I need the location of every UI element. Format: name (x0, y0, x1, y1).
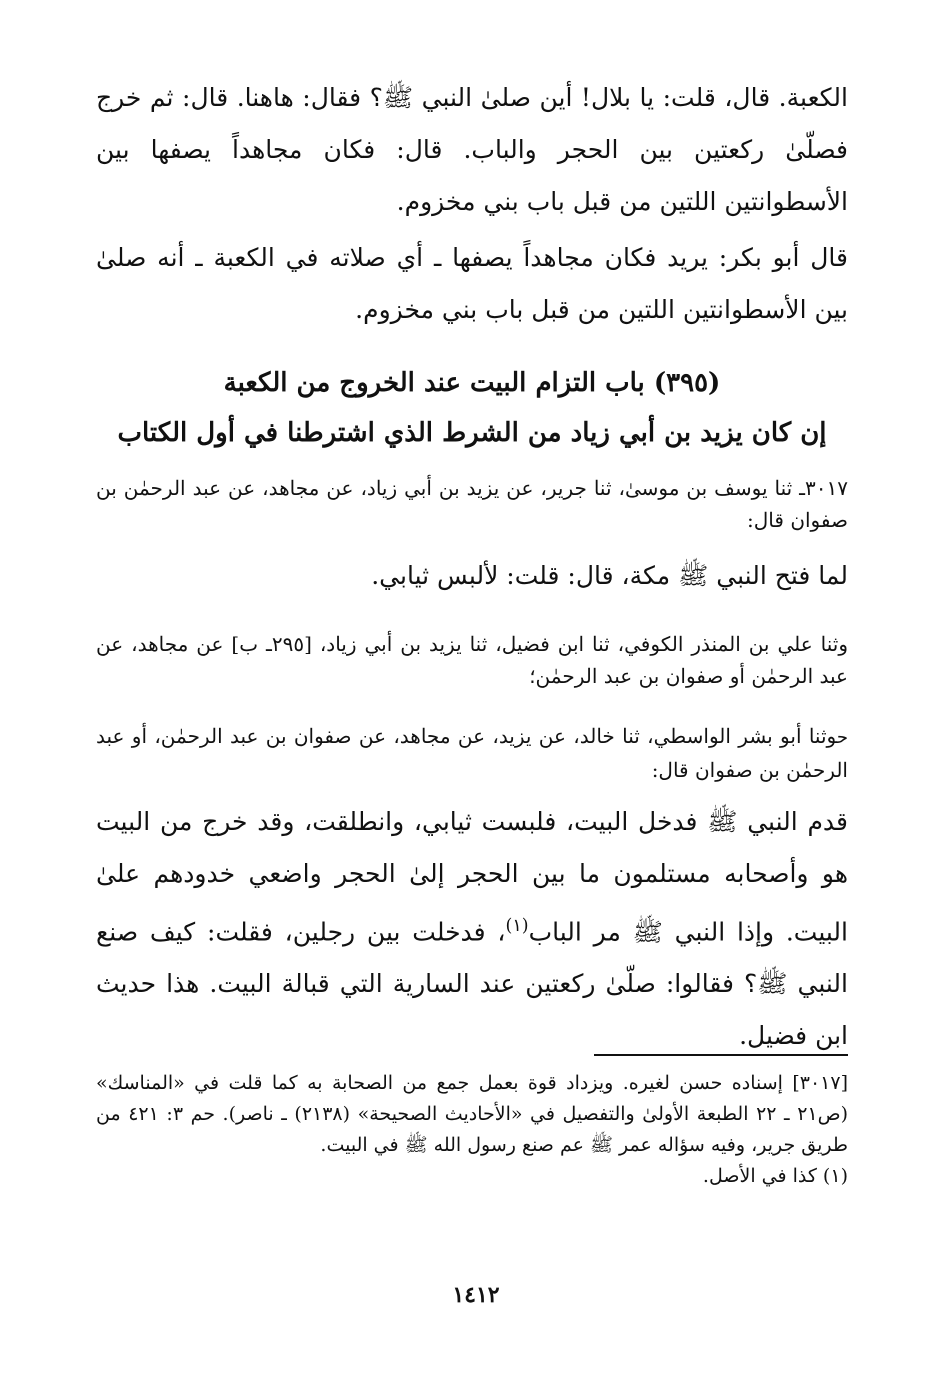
hadith-chain-1-text: ٣٠١٧ـ ثنا يوسف بن موسىٰ، ثنا جرير، عن يزيد بن أبي زياد، عن مجاهد، عن عبد الرحمٰن بن صفوان قال: (96, 476, 848, 532)
footnote-takhrij: [٣٠١٧] إسناده حسن لغيره. ويزداد قوة بعمل جمع من الصحابة به كما قلت في «المناسك» (ص٢١ ـ ٢٢ الطبعة الأولىٰ والتفصيل في «الأحاديث الصحيحة» (٢١٣٨) ـ ناصر). حم ٣: ٤٢١ من طريق جرير، وفيه سؤاله عمر ﷺ عم صنع رسول الله ﷺ في البيت. (96, 1072, 848, 1156)
hadith-chain-3-text: وثنا أبو بشر الواسطي، ثنا خالد، عن يزيد، عن مجاهد، عن صفوان بن عبد الرحمٰن، أو عبد الرحمٰن بن صفوان قال: (96, 724, 848, 782)
footnotes-section (96, 1068, 848, 1192)
tahwil-mark: ح (836, 727, 848, 748)
hadith-chain-3 (96, 720, 848, 786)
chapter-subtitle: إن كان يزيد بن أبي زياد من الشرط الذي اشترطنا في أول الكتاب (117, 418, 827, 448)
chapter-title: (٣٩٥) باب التزام البيت عند الخروج من الكعبة (223, 368, 721, 398)
footnote-divider (594, 1054, 848, 1056)
chapter-heading (96, 358, 848, 458)
hadith-text-2-part-1: قدم النبي ﷺ فدخل البيت، فلبست ثيابي، وانطلقت، وقد خرج من البيت هو وأصحابه مستلمون ما بين الحجر إلىٰ الحجر واضعي خدودهم علىٰ البيت. وإذا النبي ﷺ مر الباب (96, 807, 848, 947)
paragraph-abu-bakr-comment (96, 232, 848, 336)
hadith-text-2 (96, 796, 848, 1062)
hadith-chain-1 (96, 472, 848, 536)
hadith-text-1-content: لما فتح النبي ﷺ مكة، قال: قلت: لألبس ثيابي. (371, 561, 848, 590)
paragraph-opening-text: الكعبة. قال، قلت: يا بلال! أين صلىٰ النبي ﷺ؟ فقال: هاهنا. قال: ثم خرج فصلّىٰ ركعتين بين الحجر والباب. قال: فكان مجاهداً يصفها بين الأسطوانتين اللتين من قبل باب بني مخزوم. (96, 83, 848, 216)
footnote-reference: (١) (505, 916, 529, 936)
page-number: ١٤١٢ (452, 1282, 500, 1308)
hadith-chain-2 (96, 628, 848, 692)
footnote-1: (١) كذا في الأصل. (702, 1165, 848, 1187)
hadith-text-1 (96, 550, 848, 602)
hadith-chain-2-text: وثنا علي بن المنذر الكوفي، ثنا ابن فضيل، ثنا يزيد بن أبي زياد، [٢٩٥ـ ب] عن مجاهد، عن عبد الرحمٰن أو صفوان بن عبد الرحمٰن؛ (96, 632, 848, 688)
paragraph-abu-bakr-text: قال أبو بكر: يريد فكان مجاهداً يصفها ـ أي صلاته في الكعبة ـ أنه صلىٰ بين الأسطوانتين اللتين من قبل باب بني مخزوم. (96, 243, 848, 324)
hadith-text-2-part-2: ، فدخلت بين رجلين، فقلت: كيف صنع النبي ﷺ؟ فقالوا: صلّىٰ ركعتين عند السارية التي قبالة البيت. هذا حديث ابن فضيل. (96, 917, 848, 1051)
paragraph-opening (96, 72, 848, 228)
